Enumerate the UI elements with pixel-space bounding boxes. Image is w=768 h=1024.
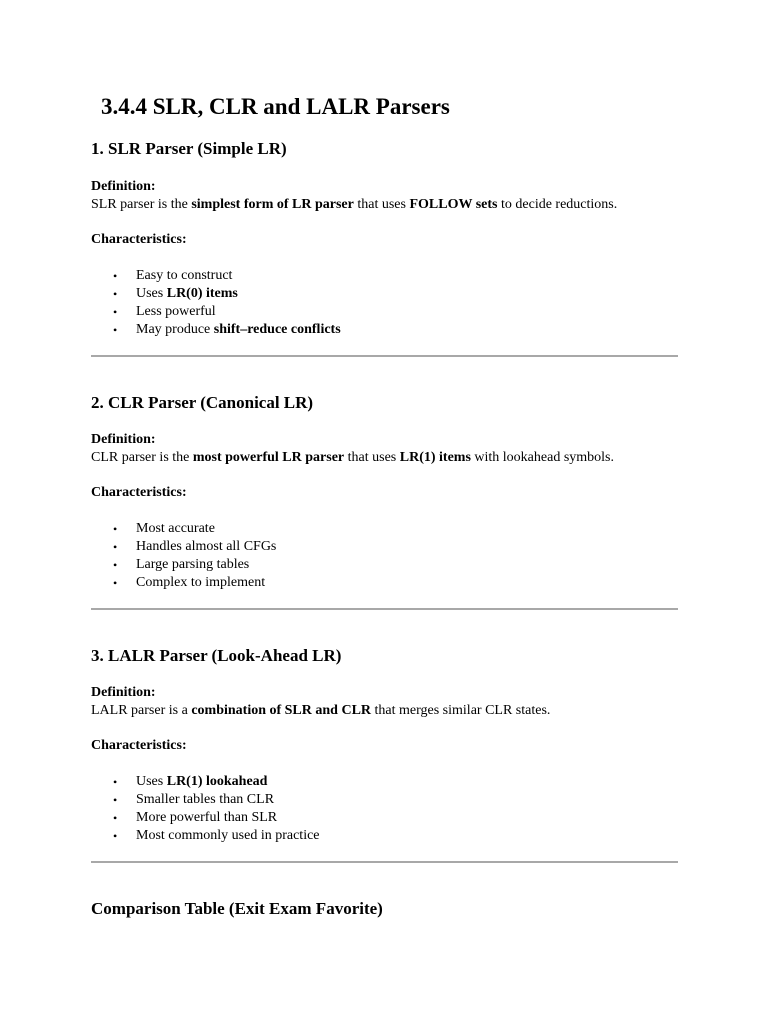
definition-text-part: SLR parser is the [91,197,192,212]
list-item-text: Handles almost all CFGs [136,539,277,554]
list-item [91,773,681,791]
characteristics-label: Characteristics: [91,738,187,753]
definition-text [91,449,681,467]
bullet-icon: • [113,269,118,283]
list-item-bold: LR(0) items [166,286,238,301]
bullet-icon: • [113,829,118,843]
section-heading: 1. SLR Parser (Simple LR) [91,139,287,158]
bullet-icon: • [113,811,118,825]
list-item [91,520,681,538]
comparison-heading: Comparison Table (Exit Exam Favorite) [91,899,383,918]
list-item-text: Most commonly used in practice [136,828,320,843]
bullet-icon: • [113,323,118,337]
section-heading: 2. CLR Parser (Canonical LR) [91,393,314,412]
section-heading: 3. LALR Parser (Look-Ahead LR) [91,646,342,665]
list-item [91,556,681,574]
definition-bold-part: most powerful LR parser [192,450,345,465]
list-item-text: Complex to implement [136,575,266,590]
bullet-icon: • [113,540,118,554]
characteristics-list [91,773,681,845]
bullet-icon: • [113,287,118,301]
definition-bold-part: simplest form of LR parser [191,197,354,212]
characteristics-label: Characteristics: [91,232,187,247]
horizontal-divider [91,861,678,863]
definition-label: Definition: [91,685,156,700]
definition-bold-part: LR(1) items [399,450,471,465]
definition-label: Definition: [91,432,156,447]
definition-text-part: that uses [353,197,410,212]
list-item-text: Less powerful [136,304,216,319]
list-item [91,538,681,556]
section-comparison [91,898,681,920]
list-item [91,321,681,339]
bullet-icon: • [113,793,118,807]
characteristics-label: Characteristics: [91,485,187,500]
section-slr [91,138,681,339]
definition-label: Definition: [91,179,156,194]
definition-text [91,196,681,214]
definition-bold-part: combination of SLR and CLR [191,703,372,718]
page-title: 3.4.4 SLR, CLR and LALR Parsers [101,94,450,119]
list-item-text: Large parsing tables [136,557,250,572]
horizontal-divider [91,355,678,357]
definition-bold-part: FOLLOW sets [409,197,498,212]
horizontal-divider [91,608,678,610]
definition-text-part: with lookahead symbols. [470,450,615,465]
characteristics-list [91,267,681,339]
list-item-text: May produce [136,322,214,337]
list-item-bold: shift–reduce conflicts [213,322,341,337]
section-lalr [91,645,681,845]
list-item-bold: LR(1) lookahead [166,774,268,789]
list-item-text: More powerful than SLR [136,810,278,825]
list-item-text: Smaller tables than CLR [136,792,275,807]
list-item-text: Uses [136,286,167,301]
definition-text-part: that merges similar CLR states. [371,703,551,718]
bullet-icon: • [113,775,118,789]
list-item [91,827,681,845]
definition-text [91,702,681,720]
definition-text-part: CLR parser is the [91,450,193,465]
section-clr [91,392,681,592]
definition-text-part: LALR parser is a [91,703,192,718]
list-item-text: Uses [136,774,167,789]
bullet-icon: • [113,558,118,572]
list-item [91,303,681,321]
list-item [91,574,681,592]
definition-text-part: to decide reductions. [497,197,618,212]
list-item [91,791,681,809]
list-item [91,285,681,303]
bullet-icon: • [113,305,118,319]
bullet-icon: • [113,576,118,590]
list-item-text: Most accurate [136,521,215,536]
bullet-icon: • [113,522,118,536]
definition-text-part: that uses [344,450,400,465]
list-item [91,809,681,827]
characteristics-list [91,520,681,592]
list-item-text: Easy to construct [136,268,233,283]
list-item [91,267,681,285]
